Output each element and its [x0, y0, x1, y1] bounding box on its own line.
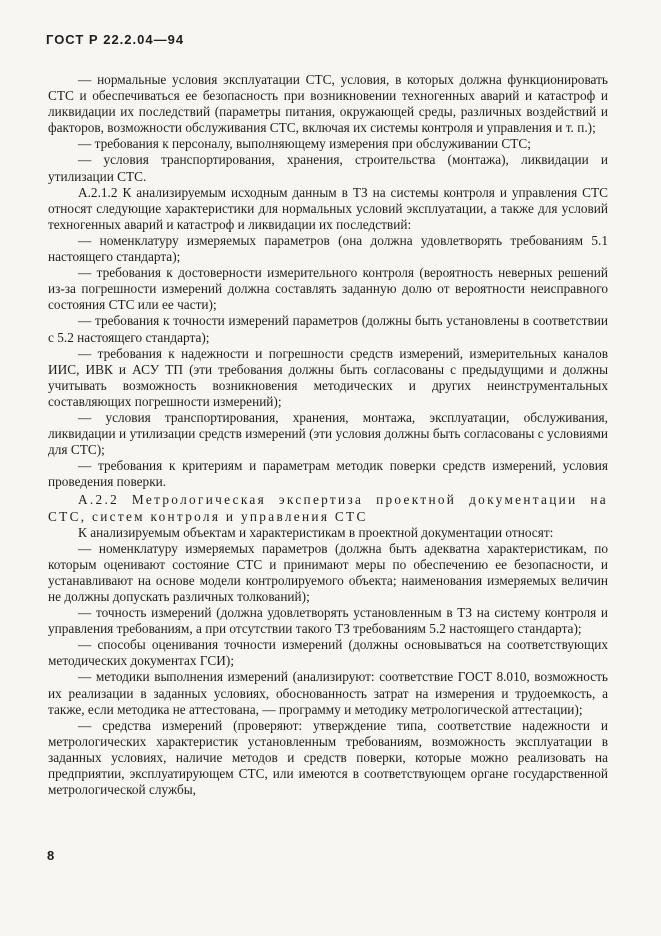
paragraph: — номенклатуру измеряемых параметров (она должна удовлетворять требованиям 5.1 настоящего стандарта); — [48, 232, 608, 265]
paragraph: — средства измерений (проверяют: утверждение типа, соответствие надежности и метрологических характеристик установленным требованиям, возможность эксплуатации в заданных условиях, наличие методов и средств поверки, которые можно реализовать на предприятии, эксплуатирующем СТС, или имеются в соответствующем органе государственной метрологической службы, — [48, 717, 608, 798]
paragraph: К анализируемым объектам и характеристикам в проектной документации относят: — [78, 524, 554, 540]
paragraph: — требования к достоверности измерительного контроля (вероятность неверных решений из-за погрешности измерений должна составлять заданную долю от вероятности неисправного состояния СТС или ее части); — [48, 265, 608, 313]
paragraph: — методики выполнения измерений (анализируют: соответствие ГОСТ 8.010, возможность их реализации в заданных условиях, обоснованность затрат на измерения и трудоемкость, а также, если методика не аттестована, — программу и методику метрологической аттестации); — [48, 669, 608, 717]
paragraph: — требования к критериям и параметрам методик поверки средств измерений, условия проведения поверки. — [48, 458, 608, 490]
document-header: ГОСТ Р 22.2.04—94 — [46, 32, 185, 47]
paragraph: — условия транспортирования, хранения, монтажа, эксплуатации, обслуживания, ликвидации и утилизации средств измерений (эти условия должны быть согласованы с условиями для СТС); — [48, 409, 608, 458]
page-body — [48, 72, 608, 798]
paragraph: — нормальные условия эксплуатации СТС, условия, в которых должна функционировать СТС и обеспечиваться ее безопасность при возникновении техногенных аварий и катастроф и ликвидации их последствий (параметры питания, окружающей среды, различных воздействий и факторов, возможности обслуживания СТС, включая их системы контроля и управления и т. п.); — [48, 72, 608, 136]
page-number: 8 — [47, 848, 55, 863]
paragraph: — требования к персоналу, выполняющему измерения при обслуживании СТС; — [78, 136, 531, 152]
paragraph: — номенклатуру измеряемых параметров (должна быть адекватна характеристикам, по которым оценивают состояние СТС и принимают меры по обеспечению ее безопасности, и устанавливают на основе модели контролируемого объекта; наименования измеряемых величин не должны допускать различных толкований); — [48, 540, 608, 604]
paragraph: — требования к надежности и погрешности средств измерений, измерительных каналов ИИС, ИВК и АСУ ТП (эти требования должны быть согласованы с предыдущими и должны учитывать возможность возникновения методических и других неинструментальных составляющих погрешности измерений); — [48, 345, 608, 409]
paragraph: — условия транспортирования, хранения, строительства (монтажа), ликвидации и утилизации СТС. — [48, 152, 608, 184]
paragraph: А.2.1.2 К анализируемым исходным данным в ТЗ на системы контроля и управления СТС относят следующие характеристики для нормальных условий эксплуатации, а также для условий техногенных аварий и катастроф и ликвидации их последствий: — [48, 184, 608, 232]
paragraph: — требования к точности измерений параметров (должны быть установлены в соответствии с 5.2 настоящего стандарта); — [48, 313, 608, 345]
section-heading: А.2.2 Метрологическая экспертиза проектной документации на СТС, систем контроля и управления СТС — [48, 492, 608, 524]
paragraph: — точность измерений (должна удовлетворять установленным в ТЗ на систему контроля и управления требованиям, а при отсутствии такого ТЗ требованиям 5.2 настоящего стандарта); — [48, 605, 608, 637]
paragraph: — способы оценивания точности измерений (должны основываться на соответствующих методических документах ГСИ); — [48, 637, 608, 669]
